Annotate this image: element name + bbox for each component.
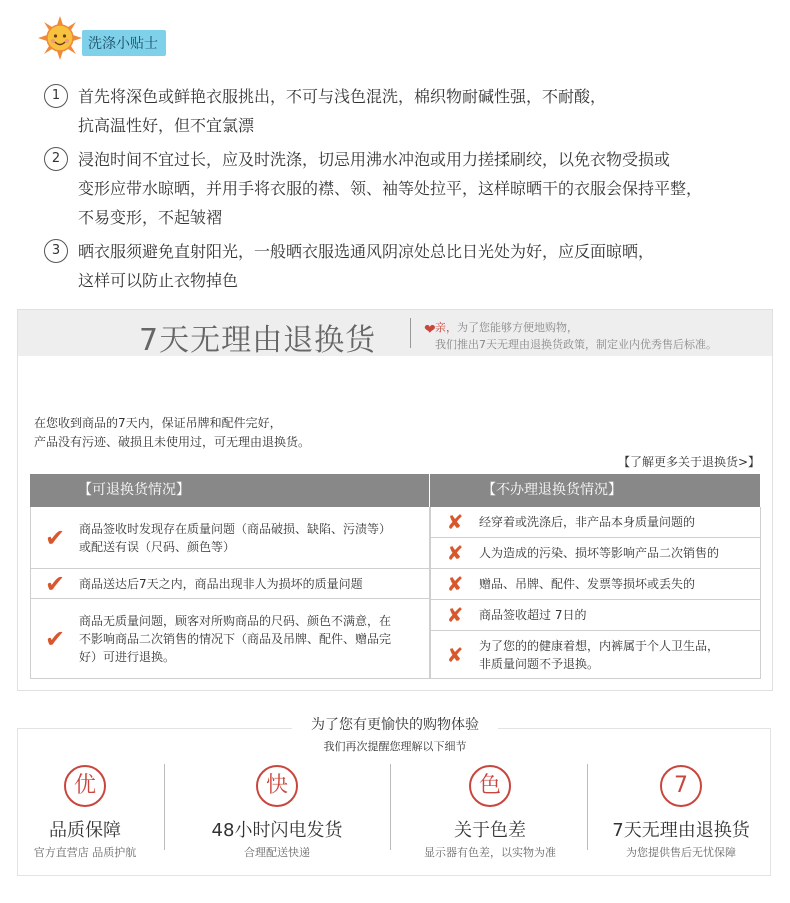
allowed-text: 商品签收时发现存在质量问题（商品破损、缺陷、污渍等） 或配送有误（尺码、颜色等） xyxy=(79,521,392,554)
tip-number: 3 xyxy=(44,239,68,263)
left-column xyxy=(30,474,429,507)
tip-line: 首先将深色或鲜艳衣服挑出，不可与浅色混洗，棉织物耐碱性强，不耐酸， xyxy=(78,87,607,106)
excluded-text: 人为造成的污染、损坏等影响产品二次销售的 xyxy=(479,546,720,560)
service-desc: 为您提供售后无忧保障 xyxy=(626,846,736,859)
service-divider xyxy=(164,764,165,850)
service-item xyxy=(187,765,367,860)
policy-intro-line1: 在您收到商品的7天内，保证吊牌和配件完好， xyxy=(34,416,282,430)
excluded-text: 经穿着或洗涤后，非产品本身质量问题的 xyxy=(479,515,696,529)
check-icon: ✔ xyxy=(44,523,66,552)
service-desc: 显示器有色差，以实物为准 xyxy=(424,846,556,859)
excluded-text: 赠品、吊牌、配件、发票等损坏或丢失的 xyxy=(479,577,696,591)
cross-icon: ✘ xyxy=(446,603,464,627)
check-icon: ✔ xyxy=(44,569,66,598)
left-header: 【可退换货情况】 xyxy=(30,474,429,507)
sun-icon xyxy=(38,16,82,60)
policy-intro xyxy=(34,414,310,452)
tips-label: 洗涤小贴士 xyxy=(82,30,166,56)
cross-icon: ✘ xyxy=(446,510,464,534)
service-icon: 7 xyxy=(660,765,702,807)
excluded-row xyxy=(430,600,761,631)
tips-list xyxy=(44,82,774,300)
policy-subtitle xyxy=(435,319,717,353)
cross-icon: ✘ xyxy=(446,541,464,565)
tip-line: 抗高温性好，但不宜氯漂 xyxy=(78,116,255,135)
service-icon: 快 xyxy=(256,765,298,807)
allowed-text: 商品送达后7天之内，商品出现非人为损坏的质量问题 xyxy=(79,576,363,591)
return-policy-box xyxy=(17,309,773,691)
policy-divider xyxy=(410,318,411,348)
tip-line: 晒衣服须避免直射阳光，一般晒衣服选通风阴凉处总比日光处为好，应反面晾晒， xyxy=(78,242,655,261)
allowed-row xyxy=(30,599,430,679)
experience-title: 为了您有更愉快的购物体验 xyxy=(311,717,479,733)
tip-line: 不易变形，不起皱褶 xyxy=(78,208,223,227)
right-header: 【不办理退换货情况】 xyxy=(430,474,760,507)
policy-intro-line2: 产品没有污迹、破损且未使用过，可无理由退换货。 xyxy=(34,435,311,449)
service-item xyxy=(400,765,580,860)
policy-sub-line1: 为了您能够方便地购物， xyxy=(457,321,578,334)
allowed-text: 商品无质量问题，顾客对所购商品的尺码、颜色不满意，在 不影响商品二次销售的情况下（商品及吊牌、配件、赠品完 好）可进行退换。 xyxy=(79,613,392,664)
service-icon: 优 xyxy=(64,765,106,807)
excluded-row xyxy=(430,569,761,600)
tip-line: 这样可以防止衣物掉色 xyxy=(78,271,239,290)
heart-icon: ❤ xyxy=(424,322,436,338)
service-desc: 官方直营店 品质护航 xyxy=(33,846,137,859)
excluded-text: 商品签收超过 7日的 xyxy=(479,608,587,622)
tip-number: 2 xyxy=(44,147,68,171)
excluded-row xyxy=(430,507,761,538)
tip-item xyxy=(44,82,774,140)
tip-line: 浸泡时间不宜过长，应及时洗涤，切忌用沸水冲泡或用力搓揉刷绞，以免衣物受损或 xyxy=(78,150,671,169)
allowed-row xyxy=(30,569,430,599)
cross-icon: ✘ xyxy=(446,572,464,596)
more-policy-link[interactable]: 【了解更多关于退换货>】 xyxy=(617,455,760,469)
service-name: 品质保障 xyxy=(49,820,121,841)
policy-sub-prefix: 亲， xyxy=(435,321,457,334)
tip-line: 变形应带水晾晒，并用手将衣服的襟、领、袖等处拉平，这样晾晒干的衣服会保持平整， xyxy=(78,179,703,198)
policy-table xyxy=(30,474,761,682)
policy-title: 7天无理由退换货 xyxy=(139,323,377,358)
excluded-text: 为了您的的健康着想，内裤属于个人卫生品， 非质量问题不予退换。 xyxy=(479,638,720,671)
service-icon: 色 xyxy=(469,765,511,807)
service-item xyxy=(591,765,771,860)
tip-text xyxy=(78,82,606,140)
allowed-row xyxy=(30,507,430,569)
service-item xyxy=(0,765,175,860)
service-name: 48小时闪电发货 xyxy=(211,820,343,841)
check-icon: ✔ xyxy=(44,624,66,653)
service-desc: 合理配送快递 xyxy=(244,846,310,859)
experience-subtitle: 我们再次提醒您理解以下细节 xyxy=(323,740,467,753)
tip-text xyxy=(78,237,654,295)
service-divider xyxy=(390,764,391,850)
cross-icon: ✘ xyxy=(446,642,464,667)
right-column xyxy=(430,474,760,507)
service-name: 关于色差 xyxy=(454,820,526,841)
tip-text xyxy=(78,145,702,232)
service-name: 7天无理由退换货 xyxy=(612,820,750,841)
tip-item xyxy=(44,237,774,295)
excluded-row xyxy=(430,631,761,679)
tip-item xyxy=(44,145,774,232)
tips-badge xyxy=(38,16,158,60)
policy-header xyxy=(18,310,772,356)
policy-sub-line2: 我们推出7天无理由退换货政策，制定业内优秀售后标准。 xyxy=(435,338,717,351)
service-divider xyxy=(587,764,588,850)
tip-number: 1 xyxy=(44,84,68,108)
excluded-row xyxy=(430,538,761,569)
